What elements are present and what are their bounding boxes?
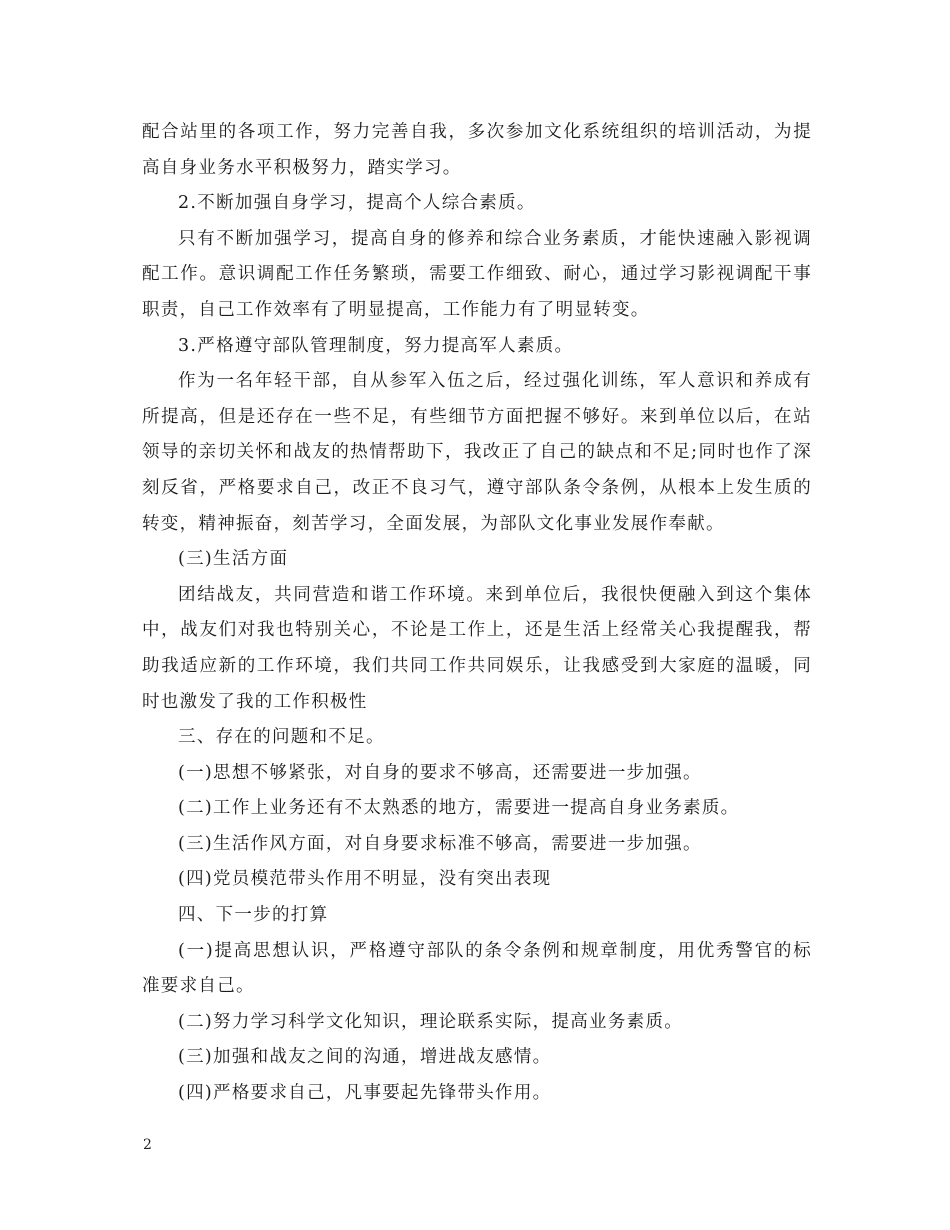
- paragraph-life: 团结战友，共同营造和谐工作环境。来到单位后，我很快便融入到这个集体中，战友们对我也特别关心，不论是工作上，还是生活上经常关心我提醒我，帮助我适应新的工作环境，我们共同工作共同娱乐，让我感受到大家庭的温暖，同时也激发了我的工作积极性: [142, 584, 812, 712]
- subheading-life: (三)生活方面: [178, 549, 289, 570]
- subheading-discipline: 3.严格遵守部队管理制度，努力提高军人素质。: [178, 335, 574, 356]
- document-body: [142, 115, 812, 1112]
- plan-item-1: (一)提高思想认识，严格遵守部队的条令条例和规章制度，用优秀警官的标准要求自己。: [142, 940, 812, 997]
- section-heading-problems: 三、存在的问题和不足。: [178, 727, 385, 748]
- paragraph-discipline: 作为一名年轻干部，自从参军入伍之后，经过强化训练，军人意识和养成有所提高，但是还存在一些不足，有些细节方面把握不够好。来到单位以后，在站领导的亲切关怀和战友的热情帮助下，我改正了自己的缺点和不足;同时也作了深刻反省，严格要求自己，改正不良习气，遵守部队条令条例，从根本上发生质的转变，精神振奋，刻苦学习，全面发展，为部队文化事业发展作奉献。: [142, 371, 812, 534]
- subheading-study: 2.不断加强自身学习，提高个人综合素质。: [178, 193, 536, 214]
- problem-item-2: (二)工作上业务还有不太熟悉的地方，需要进一提高自身业务素质。: [178, 798, 740, 819]
- problem-item-1: (一)思想不够紧张，对自身的要求不够高，还需要进一步加强。: [178, 762, 702, 783]
- problem-item-3: (三)生活作风方面，对自身要求标准不够高，需要进一步加强。: [178, 833, 702, 854]
- paragraph-continuation: 配合站里的各项工作，努力完善自我，多次参加文化系统组织的培训活动，为提高自身业务水平积极努力，踏实学习。: [142, 122, 812, 178]
- page-number: 2: [143, 1137, 152, 1153]
- plan-item-2: (二)努力学习科学文化知识，理论联系实际，提高业务素质。: [178, 1011, 684, 1032]
- section-heading-plans: 四、下一步的打算: [178, 905, 329, 926]
- plan-item-4: (四)严格要求自己，凡事要起先锋带头作用。: [178, 1083, 552, 1104]
- plan-item-3: (三)加强和战友之间的沟通，增进战友感情。: [178, 1047, 552, 1068]
- problem-item-4: (四)党员模范带头作用不明显，没有突出表现: [178, 869, 552, 890]
- paragraph-study: 只有不断加强学习，提高自身的修养和综合业务素质，才能快速融入影视调配工作。意识调配工作任务繁琐，需要工作细致、耐心，通过学习影视调配干事职责，自己工作效率有了明显提高，工作能力有了明显转变。: [142, 228, 812, 320]
